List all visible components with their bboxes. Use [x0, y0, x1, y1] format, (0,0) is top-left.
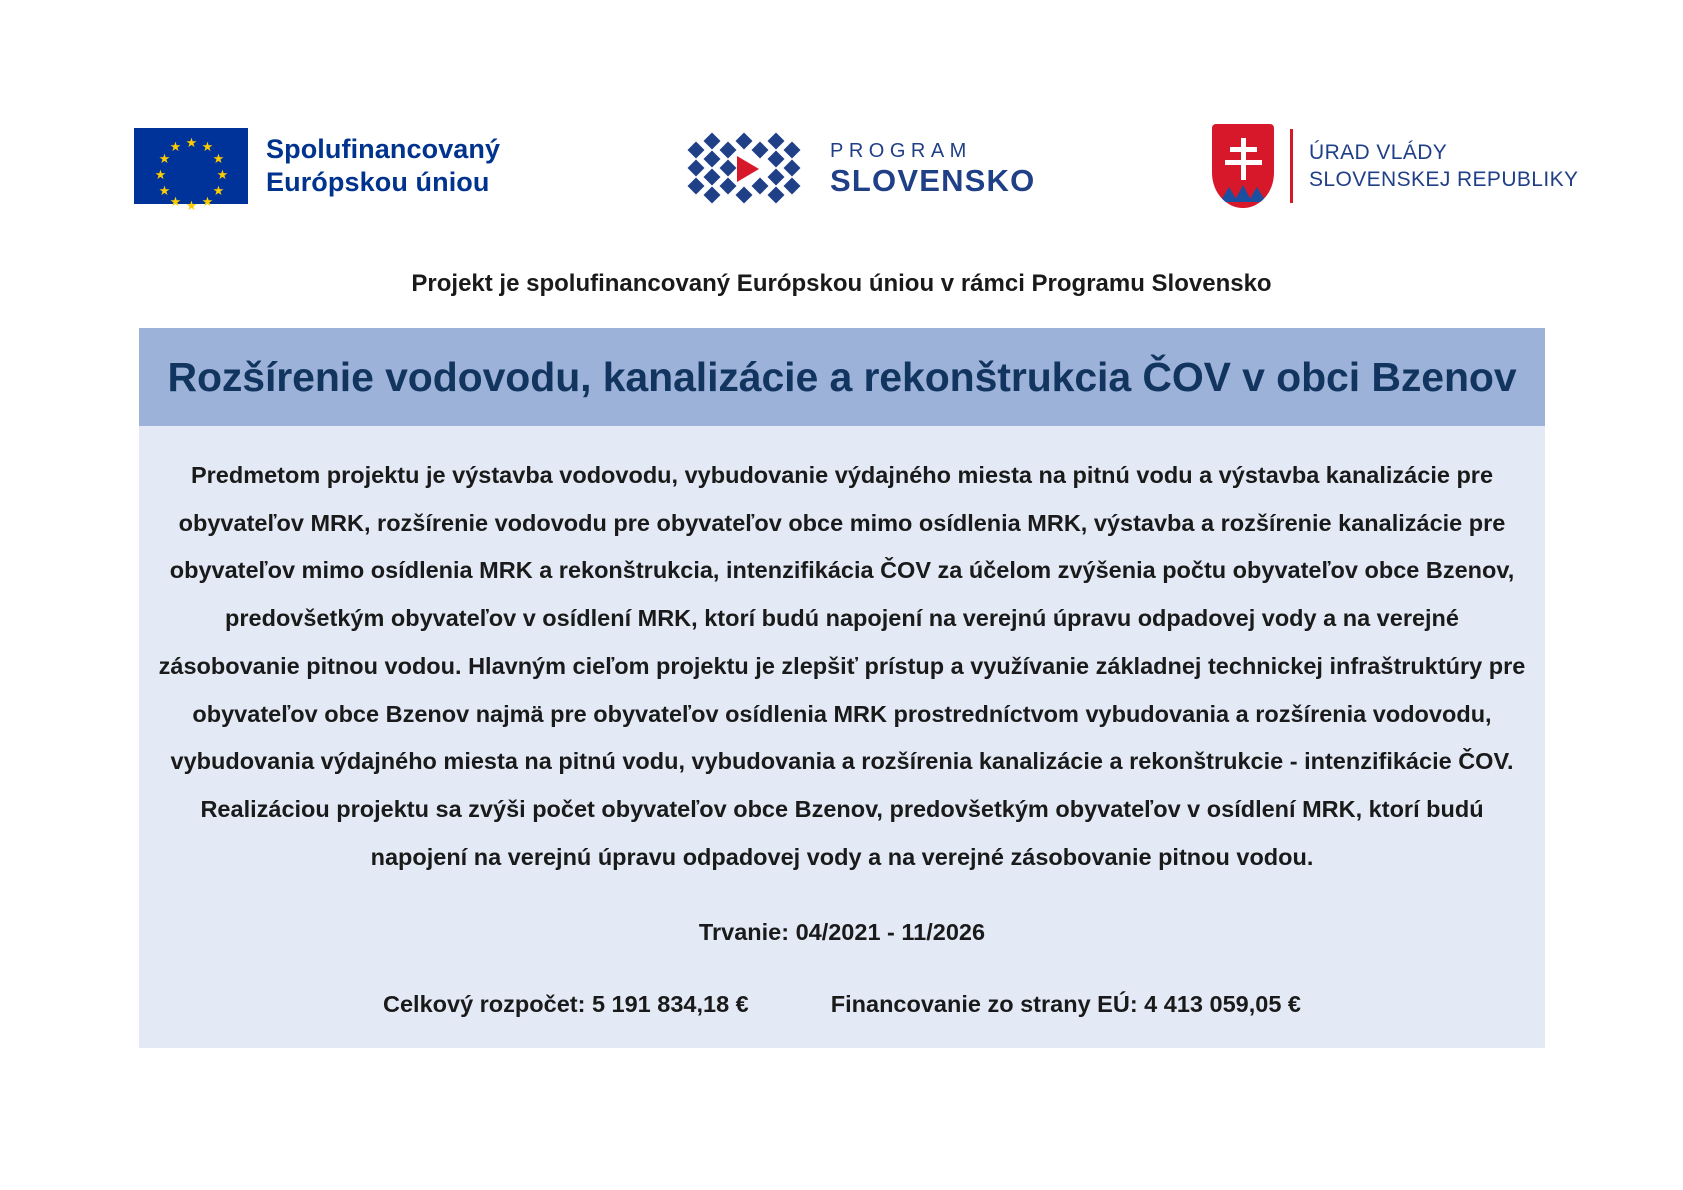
urad-vlady-line1: ÚRAD VLÁDY [1309, 140, 1448, 164]
cofinancing-subtitle: Projekt je spolufinancovaný Európskou úniou v rámci Programu Slovensko [411, 270, 1272, 297]
eu-financing: Financovanie zo strany EÚ: 4 413 059,05 € [830, 991, 1301, 1018]
page-title: Rozšírenie vodovodu, kanalizácie a rekonštrukcia ČOV v obci Bzenov [167, 353, 1517, 400]
project-description-text: Predmetom projektu je výstavba vodovodu, vybudovanie výdajného miesta na pitnú vodu a výstavba kanalizácie pre obyvateľov MRK, rozšírenie vodovodu pre obyvateľov obce mimo osídlenia MRK, výstavba a rozšírenie kanalizácie pre obyvateľov mimo osídlenia MRK a rekonštrukcia, intenzifikácia ČOV za účelom zvýšenia počtu obyvateľov obce Bzenov, predovšetkým obyvateľov v osídlení MRK, ktorí budú napojení na verejnú úpravu odpadovej vody a na verejné zásobovanie pitnou vodou. Hlavným cieľom projektu je zlepšiť prístup a využívanie základnej technickej infraštruktúry pre obyvateľov obce Bzenov najmä pre obyvateľov osídlenia MRK prostredníctvom vybudovania a rozšírenia vodovodu, vybudovania výdajného miesta na pitnú vodu, vybudovania a rozšírenia kanalizácie a rekonštrukcie - intenzifikácie ČOV. Realizáciou projektu sa zvýši počet obyvateľov obce Bzenov, predovšetkým obyvateľov v osídlení MRK, ktorí budú napojení na verejnú úpravu odpadovej vody a na verejné zásobovanie pitnou vodou. [158, 462, 1526, 870]
budget-row [157, 991, 1527, 1018]
project-duration: Trvanie: 04/2021 - 11/2026 [698, 919, 986, 946]
eu-logo-line1: Spolufinancovaný [266, 134, 501, 165]
program-slovensko-mark-icon [690, 130, 810, 208]
slovak-coat-of-arms-icon [1212, 124, 1274, 208]
eu-logo-text [266, 133, 500, 199]
eu-logo [134, 128, 501, 213]
logo-strip [0, 122, 1683, 222]
three-hills-icon [1220, 185, 1266, 202]
urad-vlady-text [1309, 139, 1578, 194]
project-description-box [139, 426, 1545, 1048]
logo-divider [1290, 129, 1293, 203]
program-slovensko-logo [690, 130, 1035, 208]
program-slovensko-text [830, 139, 1035, 198]
urad-vlady-line2: SLOVENSKEJ REPUBLIKY [1309, 168, 1579, 191]
program-slovensko-line1: PROGRAM [830, 140, 972, 163]
project-title-banner [139, 328, 1545, 426]
eu-logo-line2: Európskou úniou [266, 167, 490, 197]
total-budget: Celkový rozpočet: 5 191 834,18 € [383, 991, 749, 1018]
eu-flag-icon: ★ ★ ★ ★ ★ ★ ★ ★ ★ ★ ★ ★ [134, 128, 248, 204]
program-slovensko-line2: SLOVENSKO [830, 163, 1036, 199]
urad-vlady-logo [1212, 124, 1578, 208]
